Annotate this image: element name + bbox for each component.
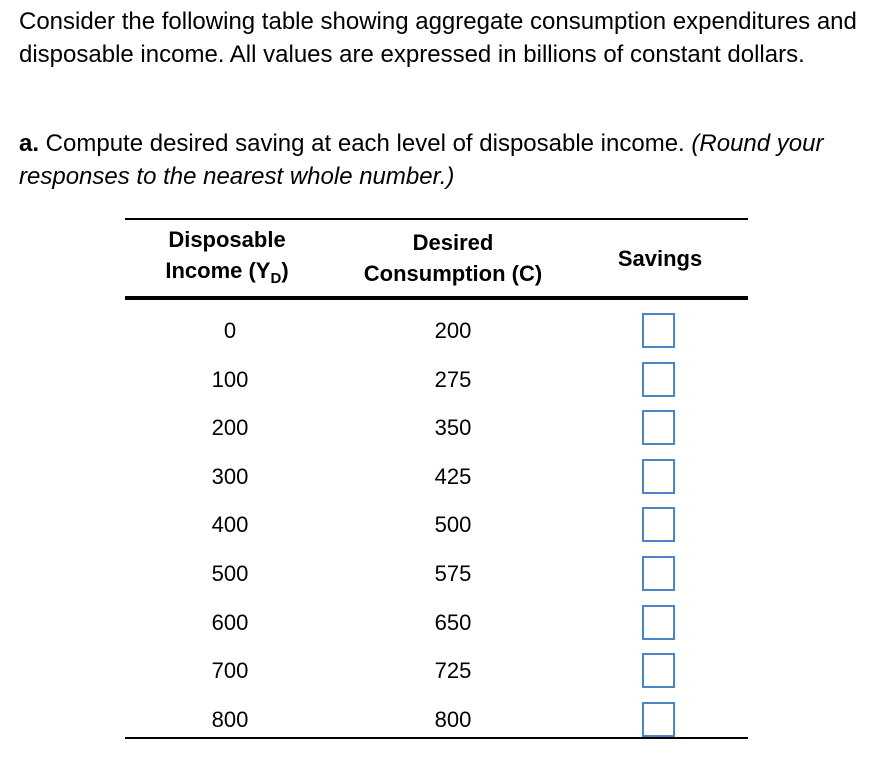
table-row <box>125 307 748 356</box>
consumption-cell: 500 <box>434 512 472 538</box>
savings-input[interactable] <box>642 410 675 445</box>
header-consumption-line2: Consumption (C) <box>363 261 543 286</box>
header-desired-consumption <box>340 227 566 289</box>
income-cell: 0 <box>223 318 237 343</box>
income-cell: 600 <box>211 609 249 635</box>
income-cell: 300 <box>211 463 249 489</box>
income-cell: 400 <box>211 512 249 538</box>
consumption-cell: 725 <box>434 658 472 684</box>
income-cell: 500 <box>211 561 249 586</box>
income-cell: 200 <box>211 415 249 441</box>
savings-input[interactable] <box>642 605 675 640</box>
table-row <box>125 550 748 599</box>
income-cell: 800 <box>211 706 249 732</box>
table-row <box>125 647 748 696</box>
table-row <box>125 453 748 502</box>
savings-input[interactable] <box>642 313 675 348</box>
income-cell: 700 <box>211 658 249 684</box>
table-row <box>125 356 748 405</box>
header-disposable-income <box>125 224 329 286</box>
table-header-rule <box>125 296 748 300</box>
table-row <box>125 599 748 648</box>
question-text <box>19 128 869 193</box>
savings-input[interactable] <box>642 653 675 688</box>
table-top-rule <box>125 218 748 220</box>
consumption-cell: 650 <box>434 609 472 635</box>
consumption-cell: 800 <box>434 706 472 732</box>
income-cell: 100 <box>211 366 249 392</box>
consumption-cell: 425 <box>434 463 472 489</box>
header-income-line2: Income $(Y_D)$ <box>165 258 289 287</box>
header-consumption-line1: Desired <box>412 230 494 255</box>
savings-input[interactable] <box>642 702 675 737</box>
header-income-subscript: D <box>270 270 282 287</box>
consumption-cell: 275 <box>434 366 472 392</box>
question-part-label: a. <box>19 130 40 157</box>
savings-input[interactable] <box>642 459 675 494</box>
consumption-cell: 200 <box>434 318 472 343</box>
header-savings: Savings <box>617 246 703 271</box>
intro-text: Consider the following table showing aggregate consumption expenditures and disposable income. All values are expressed in billions of constant dollars. <box>19 8 857 68</box>
savings-input[interactable] <box>642 507 675 542</box>
savings-input[interactable] <box>642 556 675 591</box>
consumption-cell: 575 <box>434 561 472 586</box>
question-prompt: Compute desired saving at each level of disposable income. <box>39 130 692 157</box>
consumption-cell: 350 <box>434 415 472 441</box>
table-row <box>125 501 748 550</box>
header-income-line1: Disposable <box>168 227 286 252</box>
question-hint: (Round your responses to the nearest whole number.) <box>19 130 824 190</box>
table-bottom-rule <box>125 737 748 739</box>
table-row <box>125 404 748 453</box>
savings-input[interactable] <box>642 362 675 397</box>
